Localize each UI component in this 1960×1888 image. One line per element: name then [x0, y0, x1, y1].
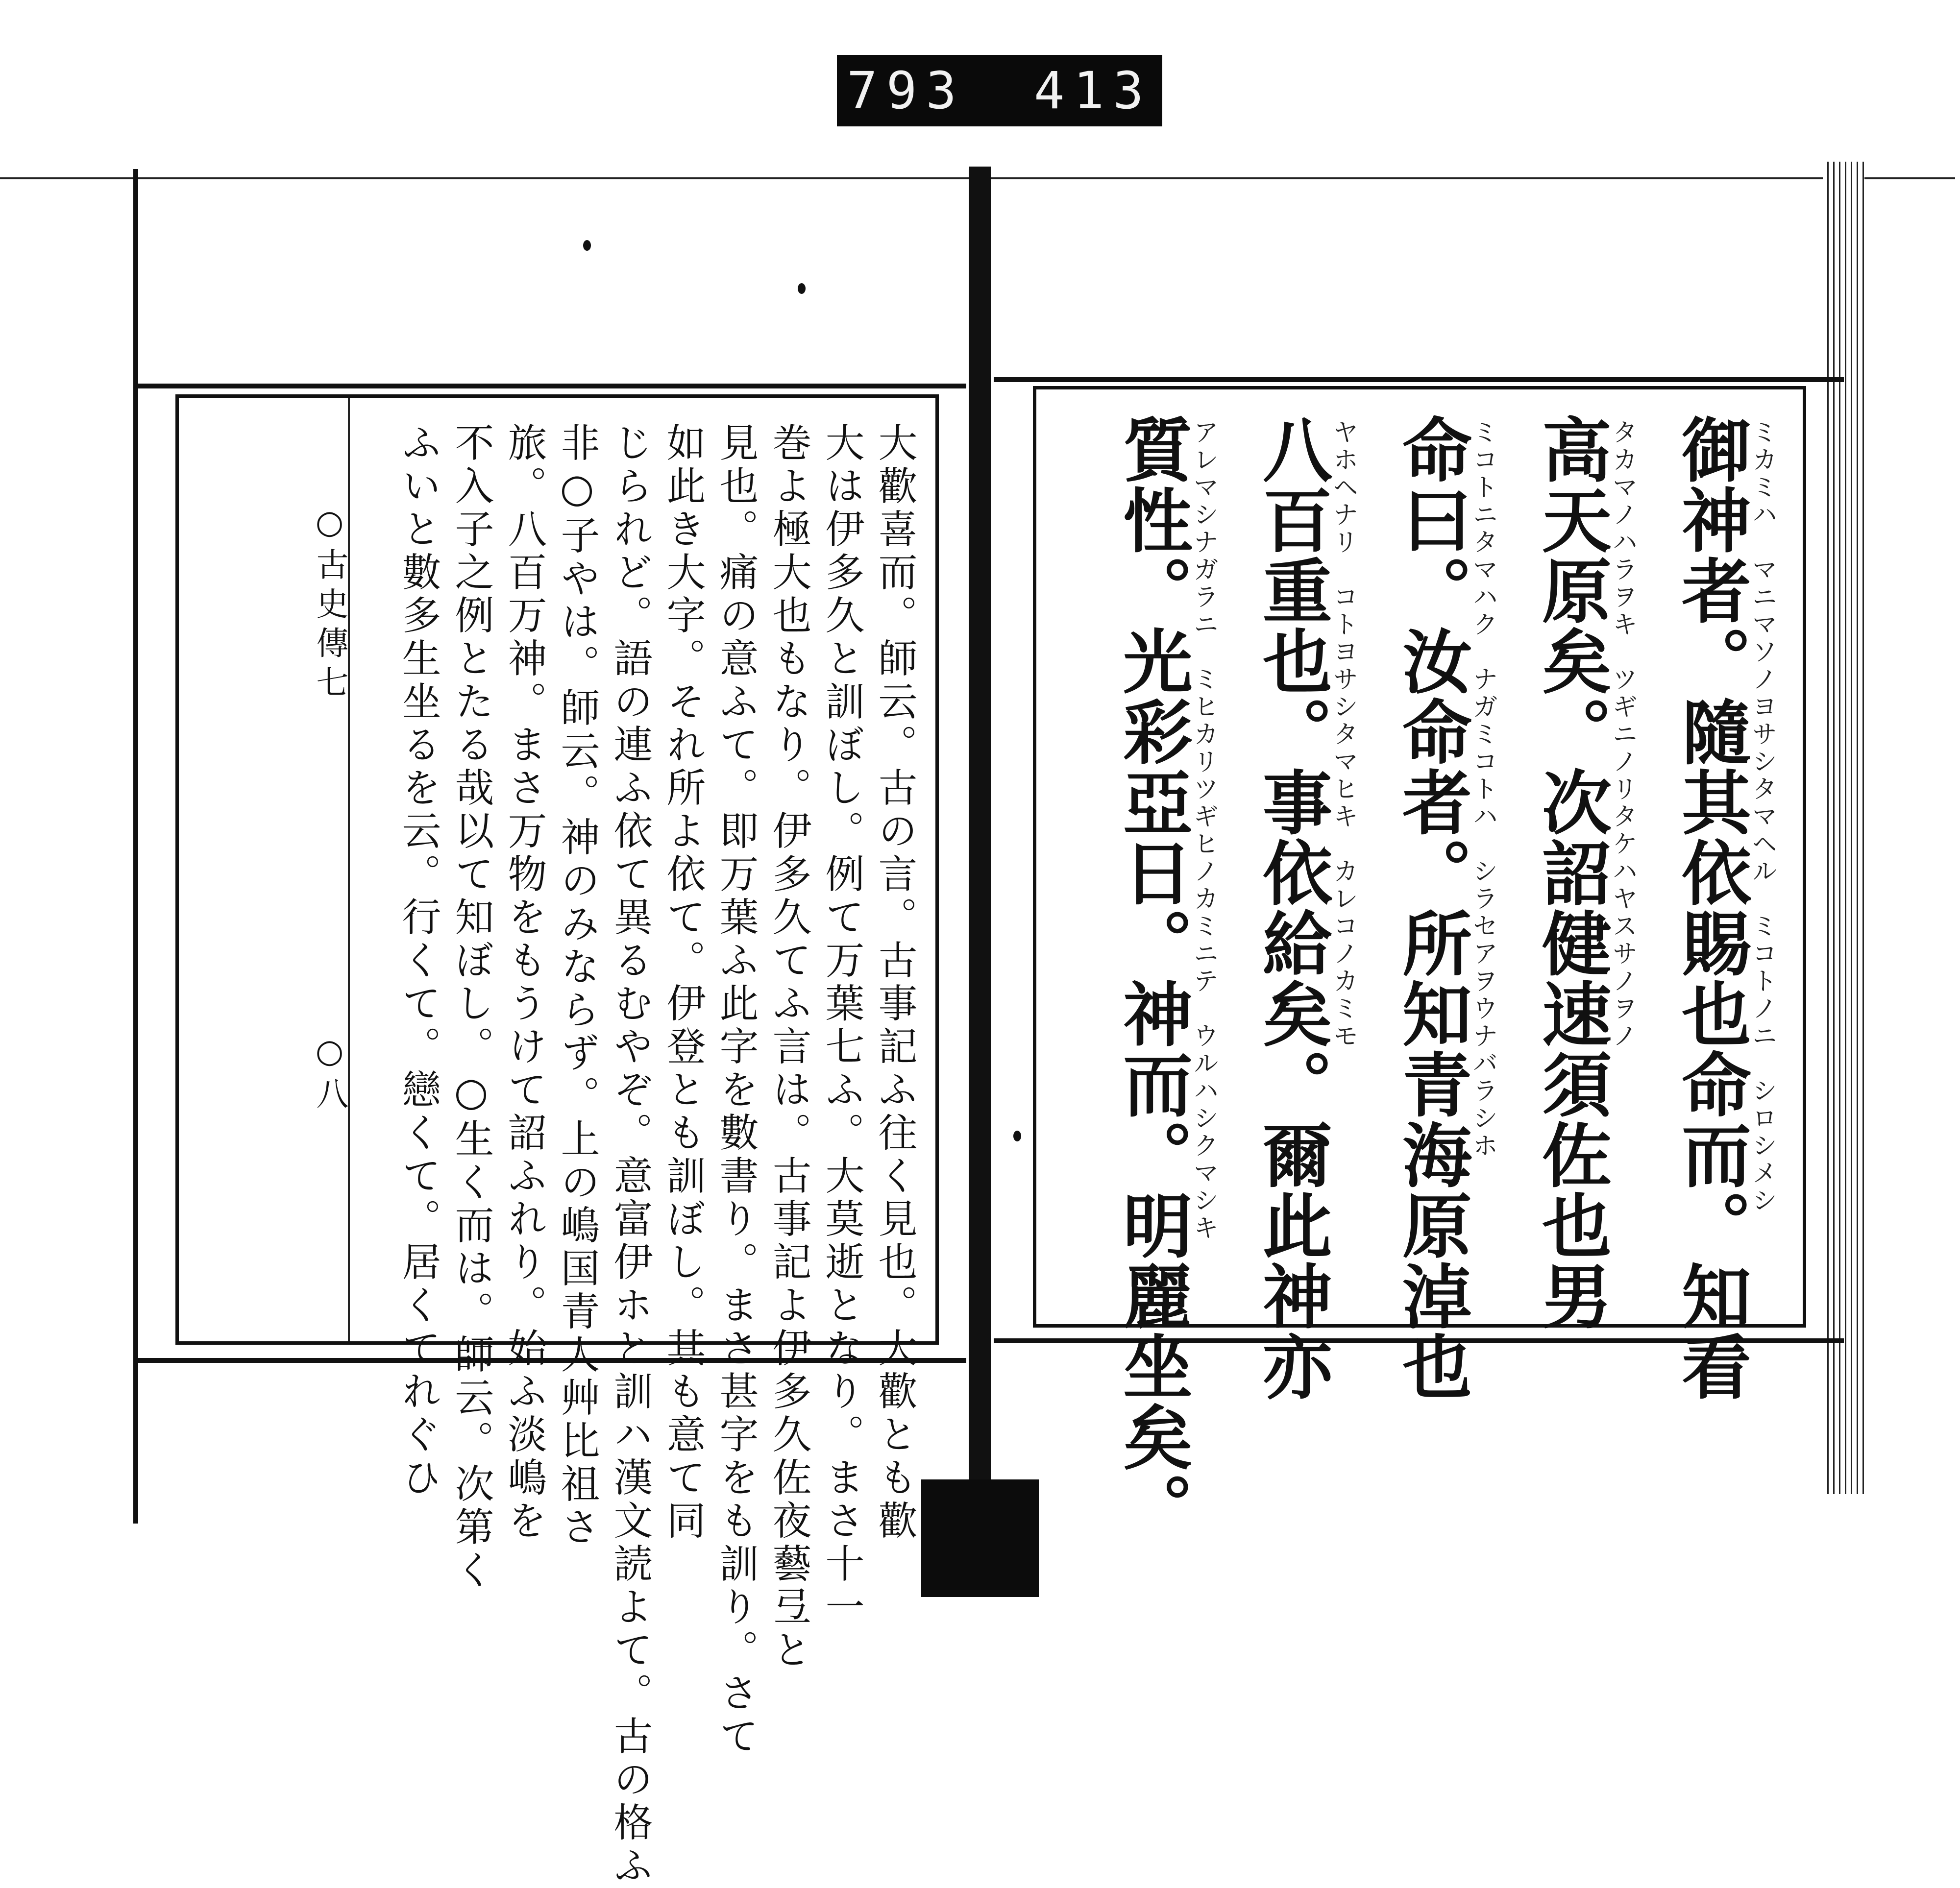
ruby-column-1: ミカミハ マニマソノヨサシタマヘル ミコトノニ シロシメシ — [1747, 419, 1777, 1214]
ruby-column-5: アレマシナガラニ ミヒカリツギヒノカミニテ ウルハシクマシキ — [1189, 419, 1218, 1242]
main-column-3: 命曰。汝命者。所知青海原淖也 — [1391, 414, 1472, 1402]
body-column-5: 如此き大字。それ所よ依て。伊登とも訓ぼし。其も意て同 — [660, 422, 706, 1543]
book-header: ○古史傳七 — [311, 503, 348, 704]
scan-number-right: 413 — [1034, 61, 1152, 121]
book-spine — [969, 167, 991, 1479]
body-column-3: 巻よ極大也もなり。伊多久てふ言は。古事記よ伊多久佐夜藝弖と — [766, 422, 811, 1672]
body-column-10: ふいと數多生坐るを云。行くて。戀くて。居くてれぐひ — [395, 422, 441, 1500]
ruby-column-2: タカマノハラヲキ ツギニノリタケハヤスサノヲノ — [1608, 419, 1637, 1050]
body-column-9: 不入子之例とたる哉以て知ぼし。○生く而は。師云。次第く — [448, 422, 494, 1593]
ink-dot — [798, 283, 806, 294]
ink-dot — [583, 240, 591, 251]
main-column-5: 質性。光彩亞日。神而。明麗坐矣。 — [1111, 414, 1193, 1543]
main-column-4: 八百重也。事依給矣。爾此神亦 — [1251, 414, 1332, 1402]
main-column-2: 高天原矣。次詔健速須佐也男 — [1530, 414, 1612, 1331]
page-folio: ○八 — [311, 1032, 348, 1116]
body-column-7: 非○子やは。師云。神のみならず。上の嶋国青人艸比祖さ — [554, 422, 600, 1549]
ruby-column-4: ヤホヘナリ コトヨサシタマヒキ カレコノカミモ — [1328, 419, 1358, 1050]
main-column-1: 御神者。隨其依賜也命而。知看 — [1670, 414, 1751, 1402]
right-upper-rule — [994, 377, 1844, 382]
left-text-frame — [175, 394, 939, 1888]
body-column-8: 旅。八百万神。まさ万物をもうけて詔ふれり。始ふ淡嶋を — [501, 422, 547, 1543]
ruby-column-3: ミコトニタマハク ナガミコトハ シラセアヲウナバラシホ — [1468, 419, 1497, 1160]
page-edges — [1823, 162, 1864, 1494]
ink-dot — [1013, 1131, 1021, 1141]
right-text-frame — [1033, 386, 1806, 1543]
spine-base — [921, 1479, 1039, 1597]
body-column-4: 見也。痛の意ふて。即万葉ふ此字を數書り。まさ甚字をも訓り。さて — [713, 422, 759, 1759]
body-column-2: 大は伊多久と訓ぼし。例て万葉七ふ。大莫逝となり。まさ十一 — [819, 422, 864, 1629]
body-column-1: 大歡喜而。師云。古の言。古事記ふ往く見也。大歡とも歡 — [872, 422, 917, 1543]
body-column-6: じられど。語の連ふ依て異るむやぞ。意富伊ホと訓ハ漢文読よて。古の格ふ — [607, 422, 653, 1888]
scan-number-left: 793 — [847, 61, 965, 121]
left-upper-rule — [138, 384, 966, 388]
scan-number-label — [837, 55, 1162, 126]
